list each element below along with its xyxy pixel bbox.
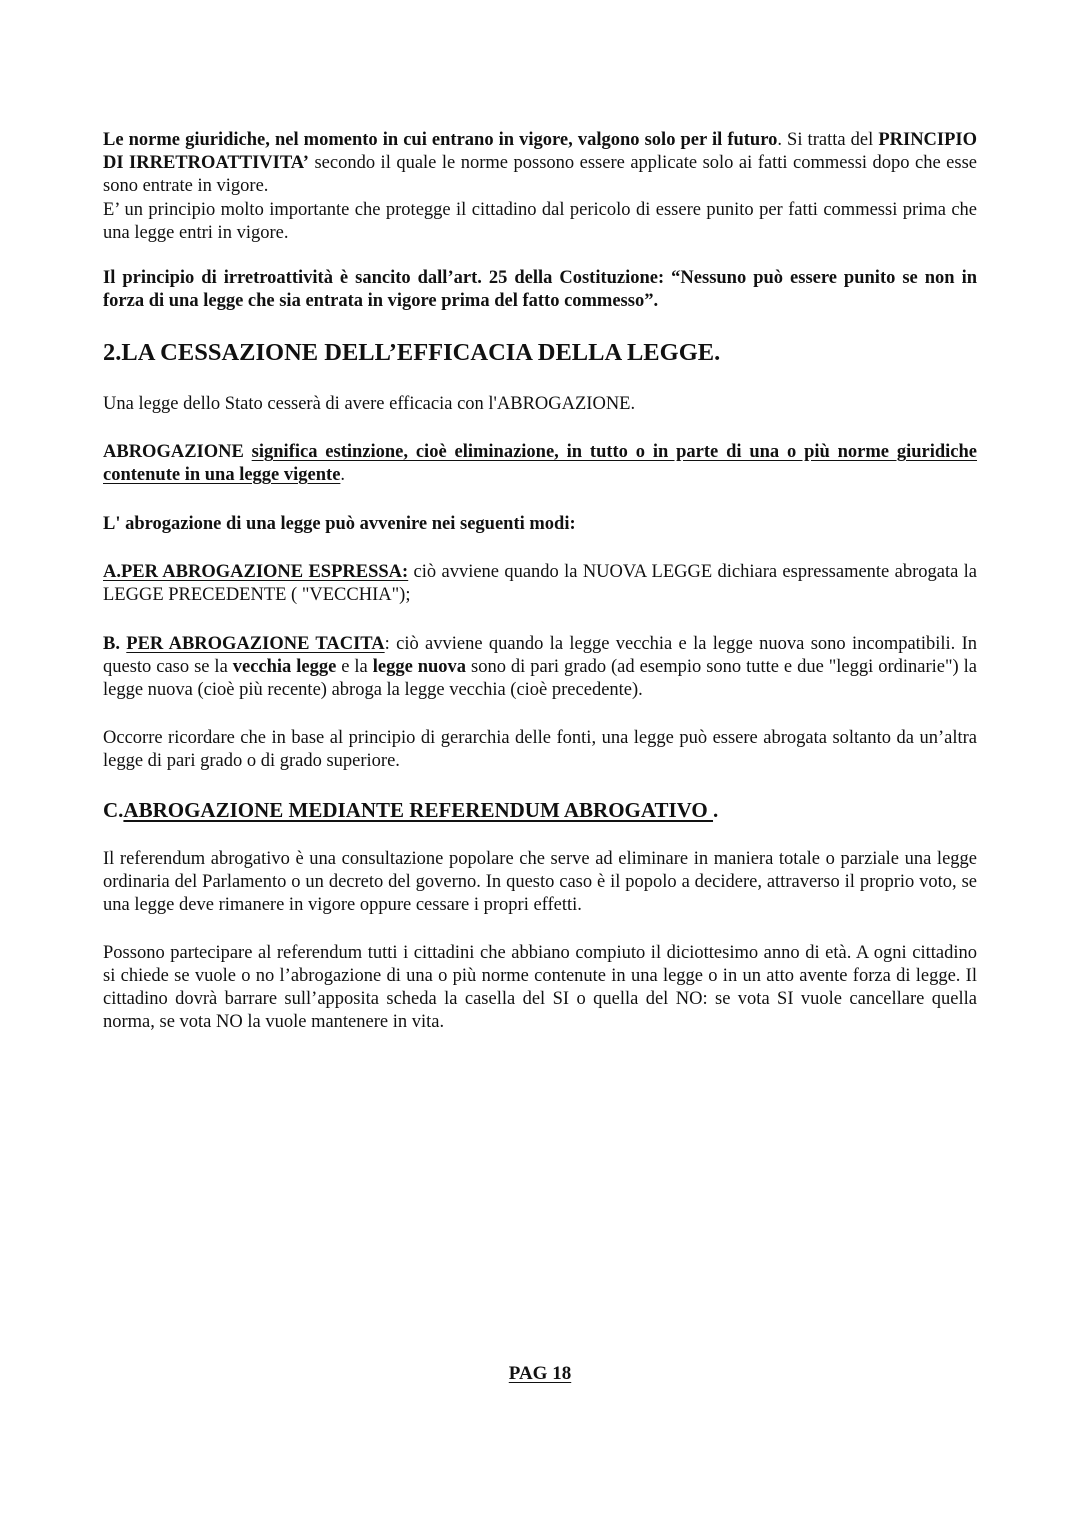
section-heading-cessazione: 2.LA CESSAZIONE DELL’EFFICACIA DELLA LEGGE.	[103, 339, 721, 366]
page-number: PAG 18	[508, 1363, 572, 1384]
definition-abrogazione: significa estinzione, cioè eliminazione, in tutto o in parte di una o più norme giuridiche contenute in una legge vigente	[103, 442, 978, 485]
text-span: .	[713, 798, 719, 822]
text-span: C.	[103, 798, 124, 822]
paragraph-referendum-definition: Il referendum abrogativo è una consultazione popolare che serve ad eliminare in maniera totale o parziale una legge ordinaria del Parlamento o un decreto del governo. In questo caso è il popolo a decidere, attraverso il proprio voto, se una legge deve rimanere in vigore oppure cessare i propri effetti.	[103, 849, 977, 915]
paragraph-importance: E’ un principio molto importante che protegge il cittadino dal pericolo di essere punito per fatti commessi prima che una legge entri in vigore.	[103, 200, 977, 243]
paragraph-referendum-partecipazione: Possono partecipare al referendum tutti i cittadini che abbiano compiuto il diciottesimo anno di età. A ogni cittadino si chiede se vuole o no l’abrogazione di una o più norme contenute in una legge o in un atto avente forza di legge. Il cittadino dovrà barrare sull’apposita scheda la casella del SI o quella del NO: se vota SI vuole cancellare quella norma, se vota NO la vuole mantenere in vita.	[103, 943, 977, 1032]
text-span: . Si tratta del	[777, 130, 879, 150]
label-abrogazione-tacita: PER ABROGAZIONE TACITA	[126, 634, 385, 654]
label-referendum-abrogativo: ABROGAZIONE MEDIANTE REFERENDUM ABROGATIVO	[123, 798, 714, 822]
term-legge-nuova: legge nuova	[372, 657, 467, 677]
text-span: ciò avviene quando la NUOVA LEGGE dichiara espressamente abrogata la LEGGE PRECEDENTE ( "VECCHIA");	[103, 562, 977, 605]
section-b-tacita	[103, 633, 977, 702]
paragraph-abrogazione-intro: Una legge dello Stato cesserà di avere efficacia con l'ABROGAZIONE.	[103, 394, 636, 414]
text-span: e la	[336, 657, 373, 677]
paragraph-gerarchia-fonti: Occorre ricordare che in base al principio di gerarchia delle fonti, una legge può essere abrogata soltanto da un’altra legge di pari grado o di grado superiore.	[103, 728, 977, 771]
label-abrogazione-espressa: A.PER ABROGAZIONE ESPRESSA:	[103, 562, 409, 582]
term-vecchia-legge: vecchia legge	[232, 657, 337, 677]
principle-name: PRINCIPIO DI IRRETROATTIVITA’	[103, 130, 977, 173]
text-span: : ciò avviene quando la legge vecchia e la legge nuova sono incompatibili. In questo caso se la	[103, 634, 977, 677]
paragraph-costituzione-art25: Il principio di irretroattività è sancito dall’art. 25 della Costituzione: “Nessuno può essere punito se non in forza di una legge che sia entrata in vigore prima del fatto commesso”.	[103, 268, 977, 311]
text-span: sono di pari grado (ad esempio sono tutte e due "leggi ordinarie") la legge nuova (cioè più recente) abroga la legge vecchia (cioè precedente).	[103, 657, 978, 700]
text-span: secondo il quale le norme possono essere applicate solo ai fatti commessi dopo che esse sono entrate in vigore.	[103, 153, 978, 196]
paragraph-irretroattivita-intro	[103, 129, 977, 198]
text-span: B.	[103, 634, 127, 654]
paragraph-modi: L' abrogazione di una legge può avvenire nei seguenti modi:	[103, 514, 576, 534]
text-span: .	[340, 465, 346, 485]
term-abrogazione: ABROGAZIONE	[103, 442, 244, 462]
paragraph-abrogazione-definition	[103, 441, 977, 487]
section-a-espressa	[103, 561, 977, 607]
section-heading-referendum	[103, 797, 977, 823]
bold-statement: Le norme giuridiche, nel momento in cui entrano in vigore, valgono solo per il futuro	[103, 130, 778, 150]
